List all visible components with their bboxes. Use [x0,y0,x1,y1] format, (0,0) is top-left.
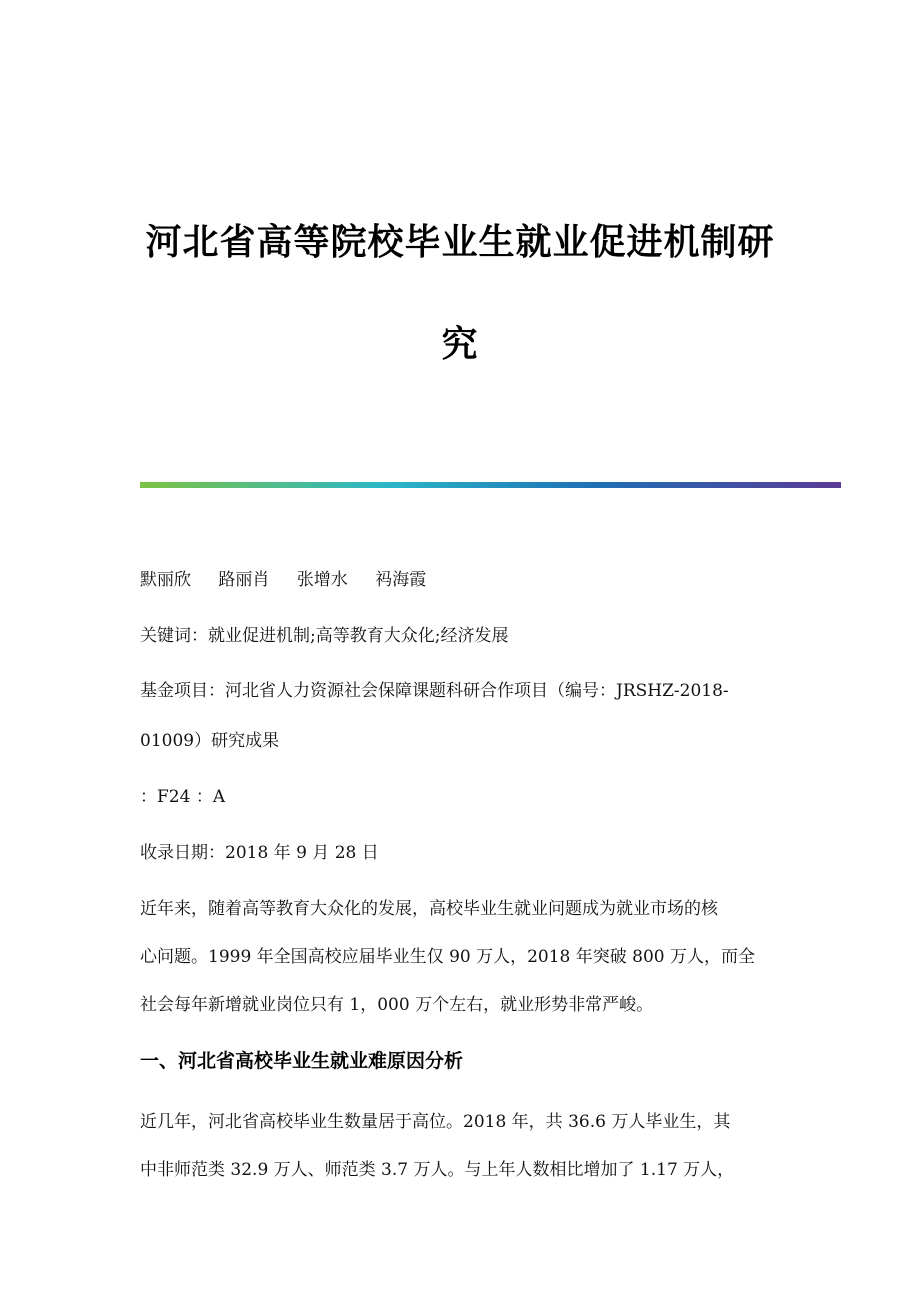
intro-line-3: 社会每年新增就业岗位只有 1，000 万个左右，就业形势非常严峻。 [140,995,654,1015]
fund-line-1: 基金项目：河北省人力资源社会保障课题科研合作项目（编号：JRSHZ-2018- [140,681,729,701]
intro-line-1: 近年来，随着高等教育大众化的发展，高校毕业生就业问题成为就业市场的核 [140,899,718,919]
paper-title-line-2: 究 [441,324,479,365]
classification: ：F24 ：A [140,787,226,807]
paper-title-line-1: 河北省高等院校毕业生就业促进机制研 [145,222,775,263]
section-heading: 一、河北省高校毕业生就业难原因分析 [140,1050,464,1072]
intro-line-2: 心问题。1999 年全国高校应届毕业生仅 90 万人，2018 年突破 800 万人，而全 [140,947,756,967]
gradient-divider [140,482,841,488]
author-name: 默丽欣 [140,570,191,590]
received-date: 收录日期：2018 年 9 月 28 日 [140,843,379,863]
author-name: 祃海霞 [375,570,427,590]
author-name: 路丽肖 [218,570,270,590]
section-body-line-1: 近几年，河北省高校毕业生数量居于高位。2018 年，共 36.6 万人毕业生，其 [140,1112,731,1132]
author-list [140,568,780,592]
author-name: 张增水 [296,570,348,590]
fund-line-2: 01009）研究成果 [140,731,280,751]
section-body-line-2: 中非师范类 32.9 万人、师范类 3.7 万人。与上年人数相比增加了 1.17 万人， [140,1160,735,1180]
keywords: 关键词：就业促进机制;高等教育大众化;经济发展 [140,626,509,646]
